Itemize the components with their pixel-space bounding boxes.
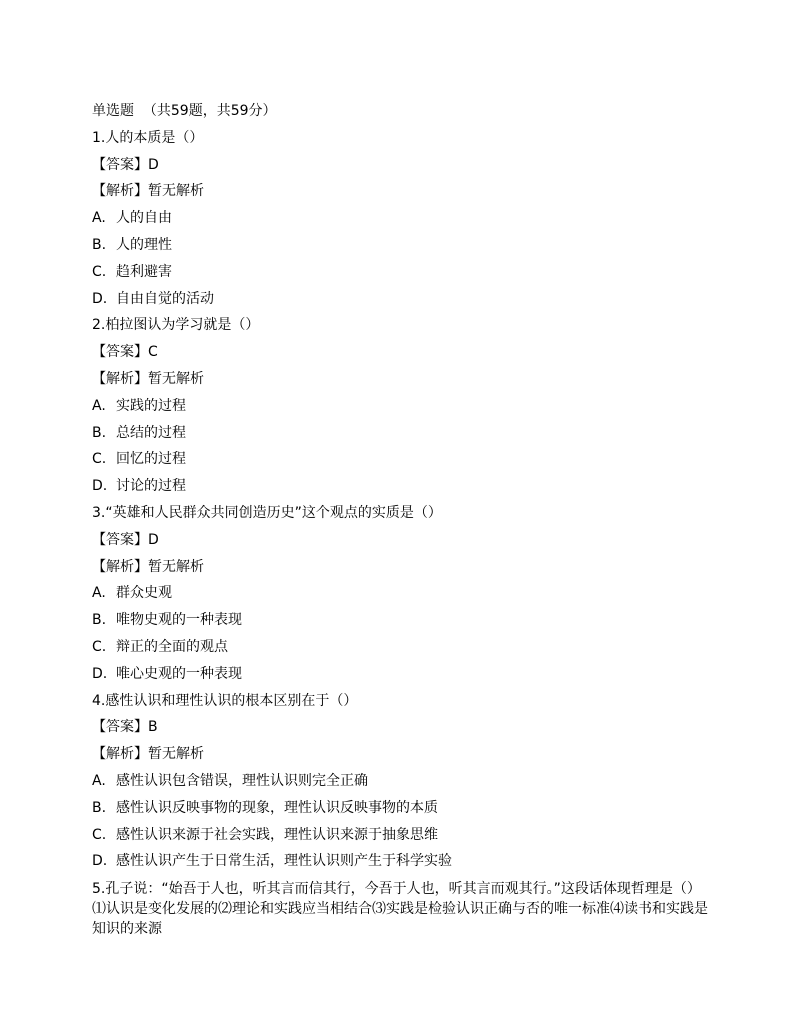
option-text: 实践的过程 [116,397,186,414]
option-c [92,446,712,473]
option-a [92,768,712,795]
option-text: 唯心史观的一种表现 [116,665,242,682]
option-text: 感性认识包含错误，理性认识则完全正确 [116,772,368,789]
answer-line: 【答案】C [92,344,158,361]
option-text: 趋利避害 [116,263,172,280]
option-letter: B. [92,236,107,253]
option-c [92,822,712,849]
option-text: 辩正的全面的观点 [116,638,228,655]
option-letter: C. [92,638,107,655]
option-letter: C. [92,451,107,468]
option-letter: B. [92,799,107,816]
option-letter: A. [92,585,106,602]
option-text: 总结的过程 [116,424,186,441]
section-title: 单选题 （共59题，共59分） [92,103,277,119]
option-text: 回忆的过程 [116,451,186,468]
option-b [92,795,712,822]
analysis-line: 【解析】暂无解析 [92,370,204,387]
question-3 [92,500,712,688]
exam-page [92,98,712,939]
option-a [92,205,712,232]
option-letter: D. [92,478,108,495]
option-text: 唯物史观的一种表现 [116,612,242,629]
question-stem: 5.孔子说：“始吾于人也，听其言而信其行，今吾于人也，听其言而观其行。”这段话体现哲理是（）⑴认识是变化发展的⑵理论和实践应当相结合⑶实践是检验认识正确与否的唯一标准⑷读书和实践是知识的来源 [92,881,708,938]
option-text: 感性认识来源于社会实践，理性认识来源于抽象思维 [116,826,438,843]
question-stem: 4.感性认识和理性认识的根本区别在于（） [92,692,358,709]
question-2 [92,312,712,500]
option-letter: D. [92,665,108,682]
question-4 [92,688,712,876]
answer-line: 【答案】B [92,719,158,736]
option-letter: C. [92,826,107,843]
answer-line: 【答案】D [92,156,159,173]
option-text: 感性认识产生于日常生活，理性认识则产生于科学实验 [116,853,452,870]
option-c [92,259,712,286]
option-text: 讨论的过程 [116,478,186,495]
option-letter: C. [92,263,107,280]
option-text: 感性认识反映事物的现象，理性认识反映事物的本质 [116,799,438,816]
option-letter: D. [92,853,108,870]
option-text: 人的自由 [116,210,172,227]
option-letter: B. [92,612,107,629]
answer-line: 【答案】D [92,531,159,548]
option-a [92,580,712,607]
option-letter: D. [92,290,108,307]
option-b [92,607,712,634]
question-1 [92,125,712,313]
analysis-line: 【解析】暂无解析 [92,183,204,200]
option-a [92,393,712,420]
option-letter: B. [92,424,107,441]
option-letter: A. [92,397,106,414]
option-text: 群众史观 [116,585,172,602]
option-d [92,848,712,875]
analysis-line: 【解析】暂无解析 [92,558,204,575]
analysis-line: 【解析】暂无解析 [92,746,204,763]
option-c [92,634,712,661]
option-letter: A. [92,210,106,227]
option-b [92,232,712,259]
option-text: 自由自觉的活动 [116,290,214,307]
question-stem: 1.人的本质是（） [92,129,204,146]
question-5 [92,875,712,939]
option-letter: A. [92,772,106,789]
option-d [92,286,712,313]
question-stem: 3.“英雄和人民群众共同创造历史”这个观点的实质是（） [92,504,442,521]
option-b [92,420,712,447]
option-d [92,661,712,688]
option-d [92,473,712,500]
question-stem: 2.柏拉图认为学习就是（） [92,317,260,334]
option-text: 人的理性 [116,236,172,253]
